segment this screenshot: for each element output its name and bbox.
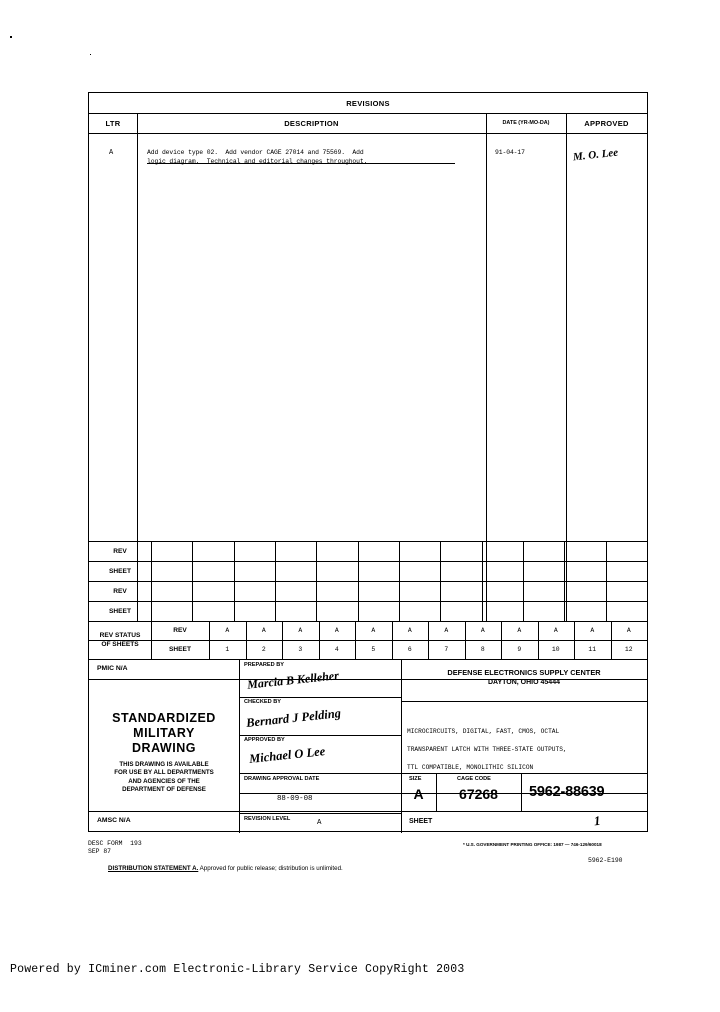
availability-line-4: DEPARTMENT OF DEFENSE [122, 786, 206, 794]
divider [89, 133, 647, 134]
sheet-number-cell: 3 [298, 646, 303, 653]
size-value: A [413, 786, 424, 802]
rev-status-cell: A [626, 627, 631, 634]
strikethrough-line [147, 163, 455, 164]
document-code-footer: 5962-E190 [588, 857, 623, 864]
sheet-number-cell: 10 [551, 646, 560, 653]
prepared-by-signature: Marcia B Kelleher [246, 668, 340, 692]
sheet-number-cell: 4 [334, 646, 339, 653]
divider [89, 561, 647, 562]
grid-column-divider [523, 541, 524, 621]
cage-code-label: CAGE CODE [457, 776, 491, 782]
drawing-approval-date-value: 88-09-08 [277, 795, 313, 803]
sheet-number-cell: 12 [624, 646, 633, 653]
revision-level-value: A [317, 819, 322, 827]
grid-column-divider [234, 541, 235, 621]
sheet-number-cell: 7 [444, 646, 449, 653]
revision-level-label: REVISION LEVEL [244, 816, 291, 822]
desc-form-line-1: DESC FORM 193 [88, 840, 142, 847]
sheet-number-cell: 8 [480, 646, 485, 653]
sheet-number-cell: 5 [371, 646, 376, 653]
revision-ltr: A [109, 149, 114, 157]
grid-column-divider [399, 541, 400, 621]
military-text: MILITARY [133, 726, 195, 740]
drawing-approval-date-label: DRAWING APPROVAL DATE [244, 776, 320, 782]
divider [89, 601, 647, 602]
availability-line-2: FOR USE BY ALL DEPARTMENTS [114, 769, 214, 777]
divider [486, 113, 487, 621]
speck [10, 36, 12, 38]
sheet-number-cell: 9 [517, 646, 522, 653]
description-line-1: MICROCIRCUITS, DIGITAL, FAST, CMOS, OCTAL [407, 728, 560, 735]
description-line-3: TTL COMPATIBLE, MONOLITHIC SILICON [407, 764, 534, 771]
gpo-line: * U.S. GOVERNMENT PRINTING OFFICE: 1987 — 746-129/60018 [463, 842, 602, 847]
availability-line-3: AND AGENCIES OF THE [128, 777, 200, 785]
rev-label-2: REV [113, 587, 127, 595]
watermark: Powered by ICminer.com Electronic-Library Service CopyRight 2003 [10, 963, 465, 976]
description-line-2: TRANSPARENT LATCH WITH THREE-STATE OUTPUTS, [407, 746, 567, 753]
revisions-title: REVISIONS [346, 98, 390, 108]
rev-status-line-2: OF SHEETS [101, 641, 139, 648]
revisions-header-row [89, 113, 647, 133]
rev-status-cell: A [590, 627, 595, 634]
distribution-statement-text: Approved for public release; distribution is unlimited. [198, 865, 343, 872]
revision-description-line-2: logic diagram. Technical and editorial changes throughout. [147, 158, 368, 165]
column-header-approved: APPROVED [584, 118, 629, 128]
column-header-date: DATE (YR-MO-DA) [502, 120, 550, 126]
sheet-number-cell: 2 [261, 646, 266, 653]
sheet-number-value: 1 [593, 812, 602, 829]
distribution-statement [108, 865, 343, 872]
rev-status-cell: A [261, 627, 266, 634]
grid-column-divider [192, 541, 193, 621]
standardized-text: STANDARDIZED [112, 711, 216, 725]
divider [89, 541, 647, 542]
agency-block [401, 668, 647, 688]
divider [239, 697, 401, 698]
rev-status-cell: A [444, 627, 449, 634]
pmic-label: PMIC N/A [97, 665, 128, 672]
sheet-number-cell: 6 [407, 646, 412, 653]
rev-status-of-sheets-label [89, 621, 151, 659]
amsc-label: AMSC N/A [97, 817, 131, 824]
rev-status-line-1: REV STATUS [99, 632, 141, 639]
rev-status-cell: A [225, 627, 230, 634]
rev-status-cell: A [407, 627, 412, 634]
sheet-label-2: SHEET [109, 607, 131, 615]
checked-by-signature: Bernard J Pelding [245, 706, 342, 730]
divider [239, 659, 240, 833]
grid-column-divider [316, 541, 317, 621]
part-description [407, 718, 567, 781]
rev-status-cell: A [480, 627, 485, 634]
rev-sublabel: REV [173, 627, 187, 634]
sheet-label-1: SHEET [109, 567, 131, 575]
document-number: 5962-88639 [529, 784, 605, 800]
sheet-sublabel: SHEET [169, 646, 191, 653]
grid-column-divider [358, 541, 359, 621]
checked-by-label: CHECKED BY [244, 699, 281, 705]
divider [239, 813, 401, 814]
drawing-frame [88, 92, 648, 832]
rev-status-cell: A [553, 627, 558, 634]
agency-city: DAYTON, OHIO 45444 [488, 679, 560, 686]
rev-label-1: REV [113, 547, 127, 555]
divider [401, 811, 647, 812]
column-header-description: DESCRIPTION [284, 118, 339, 128]
column-header-ltr: LTR [105, 118, 121, 128]
agency-name: DEFENSE ELECTRONICS SUPPLY CENTER [447, 668, 601, 677]
rev-status-cell: A [334, 627, 339, 634]
divider [239, 793, 401, 794]
availability-line-1: THIS DRAWING IS AVAILABLE [119, 761, 209, 768]
standardized-military-drawing [89, 711, 239, 756]
size-label: SIZE [409, 776, 422, 782]
sheet-number-cell: 1 [225, 646, 230, 653]
speck [90, 54, 91, 55]
grid-column-divider [440, 541, 441, 621]
availability-statement [91, 761, 237, 795]
rev-status-cell: A [371, 627, 376, 634]
grid-column-divider [275, 541, 276, 621]
divider [89, 659, 647, 660]
grid-column-divider [564, 541, 565, 621]
rev-status-cell: A [517, 627, 522, 634]
grid-column-divider [606, 541, 607, 621]
sheet-label-bottom: SHEET [409, 818, 433, 825]
divider [89, 581, 647, 582]
divider [401, 701, 647, 702]
revision-description-line-1: Add device type 02. Add vendor CAGE 27014 and 75569. Add [147, 149, 364, 156]
cage-code-value: 67268 [459, 786, 498, 802]
approved-by-signature: Michael O Lee [248, 744, 326, 766]
approved-by-label: APPROVED BY [244, 737, 285, 743]
revision-date: 91-04-17 [495, 149, 525, 156]
approved-signature: M. O. Lee [572, 146, 619, 164]
divider [566, 113, 567, 621]
divider [239, 735, 401, 736]
divider [239, 773, 401, 774]
desc-form-line-2: SEP 87 [88, 848, 112, 855]
distribution-statement-label: DISTRIBUTION STATEMENT A. [108, 865, 199, 872]
sheet-number-cell: 11 [588, 646, 597, 653]
prepared-by-label: PREPARED BY [244, 662, 284, 668]
drawing-text: DRAWING [132, 741, 196, 755]
rev-status-cell: A [298, 627, 303, 634]
grid-column-divider [482, 541, 483, 621]
